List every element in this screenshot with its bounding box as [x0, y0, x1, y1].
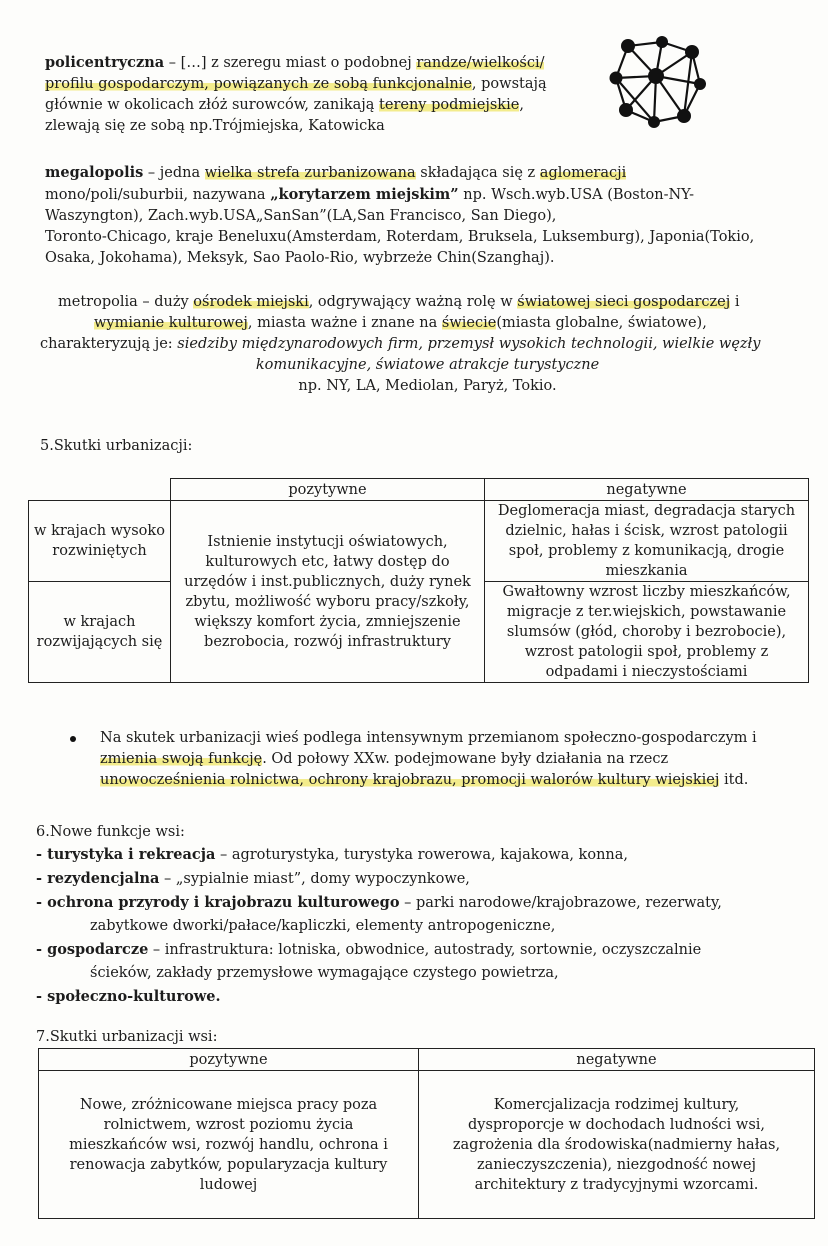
table-corner-cell	[29, 479, 171, 501]
function-tourism: - turystyka i rekreacja – agroturystyka, turystyka rowerowa, kajakowa, konna,	[36, 846, 629, 863]
heading-6: 6.Nowe funkcje wsi:	[36, 824, 185, 840]
cell-positive-village: Nowe, zróżnicowane miejsca pracy poza rolnictwem, wzrost poziomu życia mieszkańców wsi, rozwój handlu, ochrona i renowacja zabytków, popularyzacja kultury ludowej	[39, 1071, 419, 1219]
cell-negative-developing: Gwałtowny wzrost liczby mieszkańców, migracje z ter.wiejskich, powstawanie slumsów (głód, choroby i bezrobocie), wzrost patologii społ, problemy z odpadami i nieczystościami	[485, 582, 809, 683]
paragraph-metropolia: metropolia – duży ośrodek miejski, odgrywający ważną rolę w światowej sieci gospodarczej i wymianie kulturowej, miasta ważne i znane na świecie(miasta globalne, światowe), charakteryzują je: siedziby międzynarodowych firm, przemysł wysokich technologii, wielkie węzły komunikacyjne, światowe atrakcje turystyczne np. NY, LA, Mediolan, Paryż, Tokio.	[40, 294, 761, 394]
function-residential: - rezydencjalna – „sypialnie miast”, domy wypoczynkowe,	[36, 870, 470, 887]
cell-negative-village: Komercjalizacja rodzimej kultury, dysproporcje w dochodach ludności wsi, zagrożenia dla środowiska(nadmierny hałas, zanieczyszczenia), niezgodność nowej architektury z tradycyjnymi wzorcami.	[419, 1071, 815, 1219]
function-economic: - gospodarcze – infrastruktura: lotniska, obwodnice, autostrady, sortownie, oczyszczalnie	[36, 941, 702, 958]
list-new-functions: - turystyka i rekreacja – agroturystyka, turystyka rowerowa, kajakowa, konna, - rezydencjalna – „sypialnie miast”, domy wypoczynkowe, - ochrona przyrody i krajobrazu kulturowego – parki narodowe/krajobrazowe, rezerwaty, zabytkowe dworki/pałace/kapliczki, elementy antropogeniczne, - gospodarcze – infrastruktura: lotniska, obwodnice, autostrady, sortownie, oczyszczalnie ścieków, zakłady przemysłowe wymagające czystego powietrza, - społeczno-kulturowe.	[36, 843, 816, 1009]
col-header-negatywne: negatywne	[485, 479, 809, 501]
col-header-pozytywne-2: pozytywne	[39, 1049, 419, 1071]
bullet-icon	[70, 736, 76, 742]
row-header-developed: w krajach wysoko rozwiniętych	[29, 501, 171, 582]
heading-7: 7.Skutki urbanizacji wsi:	[36, 1029, 218, 1045]
table-village-effects	[38, 1048, 815, 1219]
network-icon	[606, 36, 706, 128]
cell-negative-developed: Deglomeracja miast, degradacja starych dzielnic, hałas i ścisk, wzrost patologii społ, problemy z komunikacją, drogie mieszkania	[485, 501, 809, 582]
function-nature: - ochrona przyrody i krajobrazu kulturowego – parki narodowe/krajobrazowe, rezerwaty,	[36, 894, 722, 911]
term-policentryczna: policentryczna	[45, 54, 165, 71]
col-header-negatywne-2: negatywne	[419, 1049, 815, 1071]
paragraph-policentryczna: policentryczna – […] z szeregu miast o podobnej randze/wielkości/ profilu gospodarczym, powiązanych ze sobą funkcjonalnie, powstają głównie w okolicach złóż surowców, zanikają tereny podmiejskie, zlewają się ze sobą np.Trójmiejska, Katowicka	[45, 54, 547, 134]
col-header-pozytywne: pozytywne	[171, 479, 485, 501]
cell-positive: Istnienie instytucji oświatowych, kulturowych etc, łatwy dostęp do urzędów i inst.publicznych, duży rynek zbytu, możliwość wyboru pracy/szkoły, większy komfort życia, zmniejszenie bezrobocia, rozwój infrastruktury	[171, 501, 485, 683]
paragraph-megalopolis: megalopolis – jedna wielka strefa zurbanizowana składająca się z aglomeracji mono/poli/suburbii, nazywana „korytarzem miejskim” np. Wsch.wyb.USA (Boston-NY- Waszyngton), Zach.wyb.USA„SanSan”(LA,San Francisco, San Diego), Toronto-Chicago, kraje Beneluxu(Amsterdam, Roterdam, Bruksela, Luksemburg), Japonia(Tokio, Osaka, Jokohama), Meksyk, Sao Paolo-Rio, wybrzeże Chin(Szanghaj).	[45, 164, 755, 266]
table-urbanization-effects	[28, 478, 809, 683]
term-megalopolis: megalopolis	[45, 164, 144, 181]
function-socio-cultural: - społeczno-kulturowe.	[36, 988, 221, 1005]
bullet-paragraph: Na skutek urbanizacji wieś podlega intensywnym przemianom społeczno-gospodarczym i zmienia swoją funkcję. Od połowy XXw. podejmowane były działania na rzecz unowocześnienia rolnictwa, ochrony krajobrazu, promocji walorów kultury wiejskiej itd.	[100, 730, 757, 788]
heading-5: 5.Skutki urbanizacji:	[40, 438, 193, 454]
row-header-developing: w krajach rozwijających się	[29, 582, 171, 683]
